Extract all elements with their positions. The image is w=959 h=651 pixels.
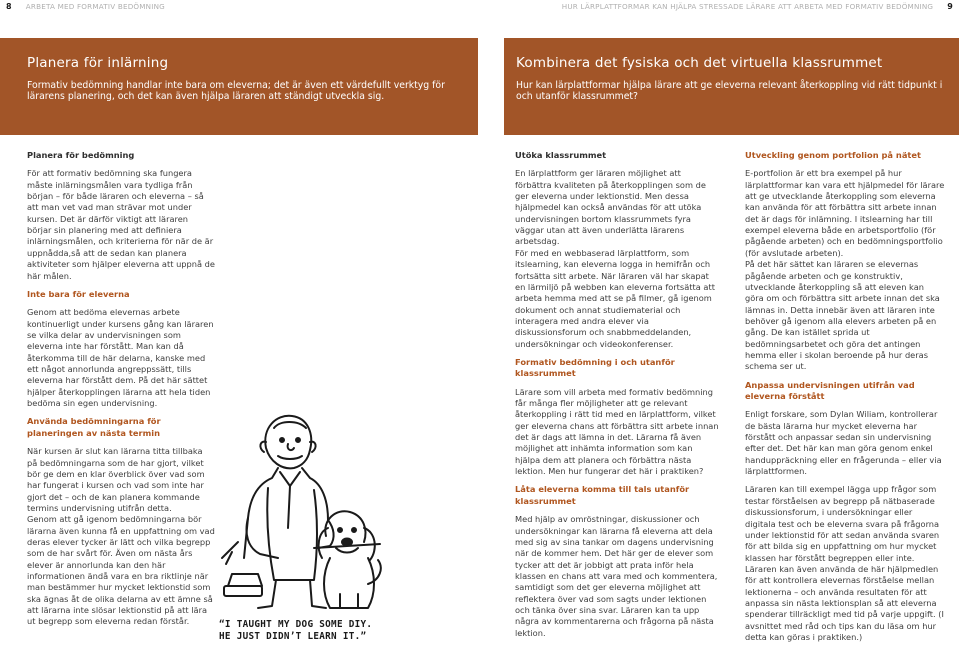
running-title-right: HUR LÄRPLATTFORMAR KAN HJÄLPA STRESSADE LÄRARE ATT ARBETA MED FORMATIV BEDÖMNING (561, 1, 934, 11)
paragraph: Med hjälp av omröstningar, diskussioner och undersökningar kan lärarna få eleverna att dela med sig av sina tankar om dagens undervisning när de kommer hem. Det här ger de elever som tycker att det är jobbigt att prata inför hela klassen en chans att vara med och kommentera, samtidigt som det ger eleverna möjlighet att reflektera över vad som sagts under lektionen och tänka över sina svar. Läraren kan ta upp några av kommentarerna och frågorna på nästa lektion. (515, 514, 718, 638)
banner-left-title: Planera för inlärning (27, 55, 169, 71)
banner-right (504, 38, 959, 135)
paragraph: Genom att gå igenom bedömningarna bör lärarna även kunna få en uppfattning om vad deras elever tycker är lätt och vilka begrepp som de har svårt för. Även om nästa års elever är annorlunda kan den här informationen ändå vara en bra riktlinje när man bestämmer hur mycket lektionstid som ska ägnas åt de olika delarna av ett ämne så att lärarna inte slösar lektionstid på att lära ut begrepp som eleverna redan förstår. (27, 514, 215, 627)
cartoon-man-and-dog-illustration (218, 408, 388, 618)
banner-right-text: Hur kan lärplattformar hjälpa lärare att ge eleverna relevant återkoppling vid rätt tidpunkt i och utanför klassrummet? (516, 80, 943, 103)
heading-planera-bedomning: Planera för bedömning (27, 150, 135, 160)
paragraph: För att formativ bedömning ska fungera måste inlärningsmålen vara tydliga från början – för både läraren och eleverna – så att man vet vad man strävar mot under kursen. Det är därför viktigt att läraren börjar sin planering med att definiera inlärningsmålen, och kriterierna för när de är uppnådda,så att de sedan kan planera aktiviteter som hjälper eleverna att uppnå de här målen. (27, 168, 215, 281)
page-number-left: 8 (6, 1, 12, 11)
banner-left (0, 38, 478, 135)
banner-left-text: Formativ bedömning handlar inte bara om eleverna; det är även ett värdefullt verktyg för lärarens planering, och det kan även hjälpa läraren att ständigt utveckla sig. (27, 80, 445, 103)
column-middle (515, 150, 720, 646)
heading-formativ-bedomning: Formativ bedömning i och utanför klassrummet (515, 356, 675, 379)
paragraph: För med en webbaserad lärplattform, som itslearning, kan eleverna logga in hemifrån och fortsätta sitt arbete. När läraren väl har skapat en lärmiljö på webben kan eleverna fortsätta att arbeta hemma med att se på filmer, gå igenom dokument och annat studiematerial och interagera med andra elever via diskussionsforum och snabbmeddelanden, undersökningar och videokonferenser. (515, 247, 715, 349)
cartoon-caption (219, 619, 372, 642)
column-right (745, 150, 945, 650)
paragraph: Enligt forskare, som Dylan Wiliam, kontrollerar de bästa lärarna hur mycket eleverna har förstått och anpassar sedan sin undervisning efter det. Det här kan man göra genom enkel handuppräckning eller en frågerunda – eller via lärplattformen. (745, 409, 942, 477)
page-number-right: 9 (947, 1, 953, 11)
banner-right-title: Kombinera det fysiska och det virtuella klassrummet (516, 55, 883, 71)
column-left (27, 150, 215, 635)
heading-nasta-termin: Använda bedömningarna för planeringen av nästa termin (27, 416, 161, 438)
paragraph: Läraren kan till exempel lägga upp frågor som testar förståelsen av begrepp på nätbaserade diskussionsforum, i undersökningar eller digitala test och be eleverna svara på frågorna under lektionstid för att sedan använda svaren för att bilda sig en uppfattning om hur mycket klassen har förstått begreppen eller inte. Läraren kan även använda de här hjälpmedlen för att kontrollera elevernas förståelse mellan lektionerna – och använda resultaten för att anpassa sin nästa lektionsplan så att eleverna spenderar tillräckligt med tid på varje uppgift. (I avsnittet med råd och tips kan du läsa om hur detta kan göras i praktiken.) (745, 484, 944, 642)
heading-inte-bara-eleverna: Inte bara för eleverna (27, 288, 130, 299)
paragraph: När kursen är slut kan lärarna titta tillbaka på bedömningarna som de har gjort, vilket bör ge dem en klar överblick över vad som har fungerat i kursen och vad som inte har gjort det – och de kan planera kommande termins undervisning utifrån detta. (27, 446, 205, 513)
heading-anpassa-undervisningen: Anpassa undervisningen utifrån vad eleverna förstått (745, 379, 915, 401)
running-header-left (6, 0, 165, 12)
heading-utveckling-portfolion: Utveckling genom portfolion på nätet (745, 150, 921, 160)
paragraph: Lärare som vill arbeta med formativ bedömning får många fler möjligheter att ge relevant återkoppling i rätt tid med en lärplattform, vilket ger eleverna chans att förbättra sitt arbete innan det är dags att lämna in det. Lärarna få även möjlighet att inhämta information som kan hjälpa dem att planera och förbättra nästa lektion. Men hur fungerar det här i praktiken? (515, 386, 719, 477)
heading-utoka-klassrummet: Utöka klassrummet (515, 150, 607, 160)
paragraph: En lärplattform ger läraren möjlighet att förbättra kvaliteten på återkopplingen som de ger eleverna under lektionstid. Men dessa hjälpmedel kan också användas för att utöka undervisningen bortom klassrummets fyra väggar utan att även underlätta lärarens arbetsdag. (515, 168, 706, 247)
running-title-left: ARBETA MED FORMATIV BEDÖMNING (25, 1, 165, 11)
running-header-right (562, 0, 953, 12)
paragraph: Genom att bedöma elevernas arbete kontinuerligt under kursens gång kan läraren se vilka delar av undervisningen som eleverna inte har förstått. Man kan då återkomma till de här delarna, kanske med ett något annorlunda angreppssätt, tills eleverna har förstått dem. På det här sättet hjälper återkopplingen lärarna att hela tiden bedöma sin egen undervisning. (27, 307, 214, 408)
caption-line: “I TAUGHT MY DOG SOME DIY. (219, 619, 373, 630)
heading-lata-eleverna: Låta eleverna komma till tals utanför klassrummet (515, 484, 690, 506)
caption-line: HE JUST DIDN’T LEARN IT.” (219, 630, 367, 642)
paragraph: E-portfolion är ett bra exempel på hur lärplattformar kan vara ett hjälpmedel för lärare att ge utvecklande återkoppling som eleverna kan använda för att förbättra sitt arbete innan det är dags för inlämning. I itslearning har till exempel eleverna både en arbetsportfolio (för pågående arbeten) och en bedömningsportfolio (för avslutade arbeten). (745, 168, 945, 258)
paragraph: På det här sättet kan läraren se elevernas pågående arbeten och ge konstruktiv, utvecklande återkoppling så att eleven kan göra om och förbättra sitt arbete innan det ska lämnas in. Detta innebär även att läraren inte behöver gå igenom alla elevers arbeten på en gång. De kan istället sprida ut bedömningsarbetet och göra det antingen hemma eller i skolan beroende på hur deras schema ser ut. (745, 259, 940, 372)
